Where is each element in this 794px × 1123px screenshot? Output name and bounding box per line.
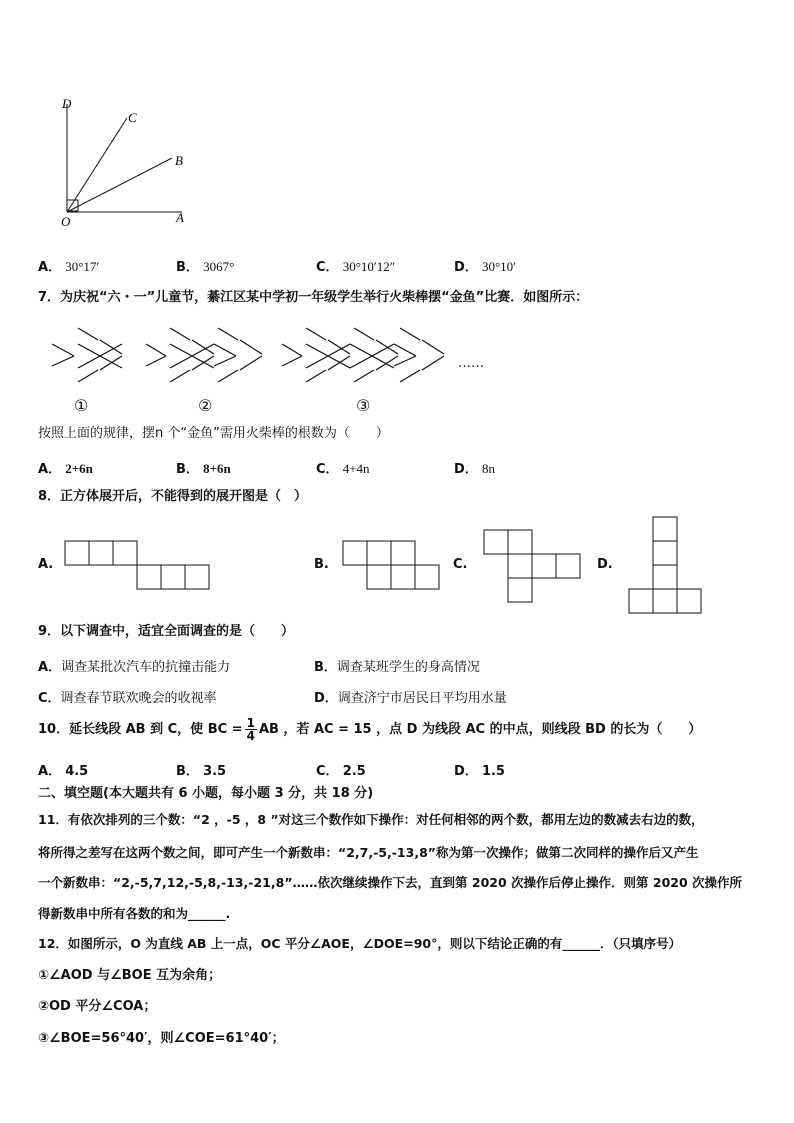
q8-option-b[interactable]: B.: [314, 557, 329, 572]
q9-stem: 9．以下调查中，适宜全面调查的是（ ）: [38, 624, 295, 639]
q11-line-3: 一个新数串：“2,-5,7,12,-5,8,-13,-21,8”……依次继续操作下去，直到第 2020 次操作后停止操作．则第 2020 次操作所: [38, 875, 743, 890]
net-b-figure: [342, 540, 442, 590]
section-heading: 二、填空题(本大题共有 6 小题，每小题 3 分，共 18 分): [38, 786, 374, 801]
label-B: B: [175, 153, 183, 168]
q6-option-b[interactable]: B． 3067°: [176, 259, 235, 275]
q10-stem: 10．延长线段 AB 到 C，使 BC = $\frac{1}{4}$ AB ，若 AC = 15 ，点 D 为线段 AC 的中点，则线段 BD 的长为（ ）: [38, 716, 702, 743]
q8-option-a[interactable]: A.: [38, 557, 54, 572]
q7-option-a[interactable]: A． 2+6n: [38, 461, 93, 477]
net-d-figure: [628, 516, 704, 616]
net-a-figure: [64, 540, 212, 590]
label-D: D: [62, 96, 72, 111]
q10-option-a[interactable]: A． 4.5: [38, 764, 89, 779]
q9-option-b[interactable]: B．调查某班学生的身高情况: [314, 660, 480, 675]
q8-option-c[interactable]: C.: [453, 557, 468, 572]
q7-option-c[interactable]: C． 4+4n: [316, 461, 370, 477]
q12-item-2: ②OD 平分∠COA；: [38, 999, 157, 1014]
q9-option-d[interactable]: D．调查济宁市居民日平均用水量: [314, 691, 507, 706]
q6-option-a[interactable]: A． 30°17′: [38, 259, 100, 275]
label-C: C: [128, 110, 137, 125]
q7-option-b[interactable]: B． 8+6n: [176, 461, 231, 477]
q12-stem: 12．如图所示，O 为直线 AB 上一点，OC 平分∠AOE，∠DOE=90°，则以下结论正确的有______．（只填序号）: [38, 936, 682, 951]
q6-option-d[interactable]: D． 30°10′: [454, 259, 516, 275]
q9-option-c[interactable]: C．调查春节联欢晚会的收视率: [38, 691, 217, 706]
q7-stem: 7．为庆祝“六・一”儿童节，綦江区某中学初一年级学生举行火柴棒摆“金鱼”比赛．如图所示：: [38, 290, 589, 305]
q8-option-d[interactable]: D.: [597, 557, 613, 572]
q10-option-b[interactable]: B． 3.5: [176, 764, 227, 779]
q10-option-c[interactable]: C． 2.5: [316, 764, 366, 779]
q12-item-3: ③∠BOE=56°40′，则∠COE=61°40′；: [38, 1031, 285, 1046]
figure-label-2: ②: [198, 396, 213, 415]
angle-figure: [50, 92, 200, 232]
figure-label-3: ③: [356, 396, 371, 415]
q6-option-c[interactable]: C． 30°10′12″: [316, 259, 396, 275]
goldfish-figure: [50, 324, 510, 416]
q9-option-a[interactable]: A．调查某批次汽车的抗撞击能力: [38, 660, 231, 675]
q11-line-2: 将所得之差写在这两个数之间，即可产生一个新数串：“2,7,-5,-13,8”称为第一次操作；做第二次同样的操作后又产生: [38, 845, 699, 860]
net-c-figure: [483, 529, 583, 605]
q7-question: 按照上面的规律，摆n 个“金鱼”需用火柴棒的根数为（ ）: [38, 426, 389, 441]
q11-line-4: 得新数串中所有各数的和为______.: [38, 906, 231, 921]
label-O: O: [61, 214, 71, 229]
q10-option-d[interactable]: D． 1.5: [454, 764, 505, 779]
q7-option-d[interactable]: D． 8n: [454, 461, 495, 477]
q11-line-1: 11．有依次排列的三个数：“2 ，-5 ，8 ”对这三个数作如下操作：对任何相邻的两个数，都用左边的数减去右边的数，: [38, 812, 704, 827]
q8-stem: 8．正方体展开后，不能得到的展开图是（ ）: [38, 489, 308, 504]
fraction: $\frac{1}{4}$: [246, 716, 255, 743]
label-A: A: [176, 210, 184, 225]
figure-label-1: ①: [74, 396, 89, 415]
goldfish-ellipsis: ……: [458, 356, 484, 371]
q12-item-1: ①∠AOD 与∠BOE 互为余角；: [38, 968, 222, 983]
